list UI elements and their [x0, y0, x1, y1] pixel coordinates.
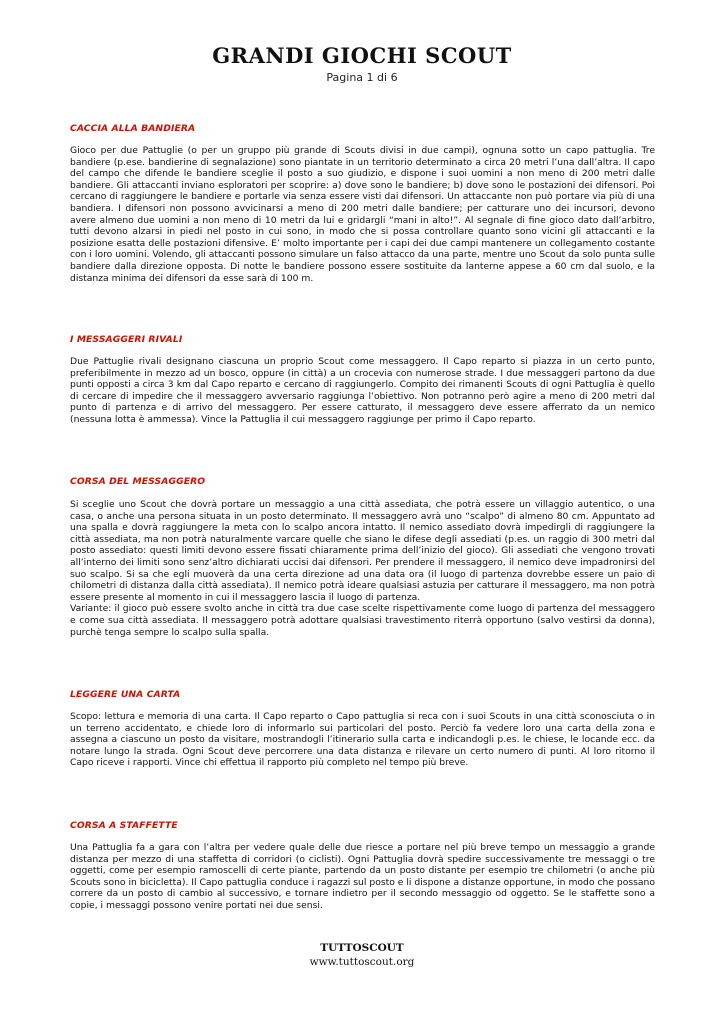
page-number: Pagina 1 di 6 — [326, 71, 398, 84]
paragraph: Due Pattuglie rivali designano ciascuna un proprio Scout come messaggero. Il Capo reparto si piazza in un certo punto, preferibilmente in mezzo ad un bosco, oppure (in città) a un crocevia con numerose strade. I due messaggeri partono da due punti opposti a circa 3 km dal Capo reparto e cercano di raggiungerlo. Compito dei rimanenti Scouts di ogni Pattuglia è quello di cercare di impedire che il messaggero avversario raggiunga l’obiettivo. Non potranno però agire a meno di 200 metri dal punto di partenza e di arrivo del messaggero. Per essere catturato, il messaggero deve essere afferrato da un nemico (nessuna lotta è ammessa). Vince la Pattuglia il cui messaggero raggiunge per primo il Capo reparto. — [70, 356, 655, 425]
section-body-leggere-una-carta — [70, 711, 655, 769]
paragraph: Scopo: lettura e memoria di una carta. Il Capo reparto o Capo pattuglia si reca con i suoi Scouts in una città sconosciuta o in un terreno accidentato, e chiede loro di informarlo sui particolari del posto. Perciò fa vedere loro una carta della zona e assegna a ciascuno un posto da visitare, mostrandogli l’itinerario sulla carta e indicandogli p.es. le chiese, le locande ecc. da notare lungo la strada. Ogni Scout deve percorrere una data distanza e rilevare un certo numero di punti. Al loro ritorno il Capo riceve i rapporti. Vince chi effettua il rapporto più completo nel tempo più breve. — [70, 711, 655, 769]
section-title-leggere-una-carta: LEGGERE UNA CARTA — [70, 689, 181, 700]
page-title: GRANDI GIOCHI SCOUT — [212, 43, 512, 68]
paragraph: Variante: il gioco può essere svolto anche in città tra due case scelte rispettivamente come luogo di partenza del messaggero e come sua città assediata. Il messaggero potrà adottare qualsiasi travestimento riterrà opportuno (salvo vestirsi da donna), purchè tenga sempre lo scalpo sulla spalla. — [70, 603, 655, 638]
paragraph: Una Pattuglia fa a gara con l’altra per vedere quale delle due riesce a portare nel più breve tempo un messaggio a grande distanza per mezzo di una staffetta di corridori (o ciclisti). Ogni Pattuglia dovrà spedire successivamente tre messaggi o tre oggetti, come per esempio ramoscelli di certe piante, partendo da un posto distante per esempio tre chilometri (o anche più Scouts sono in bicicletta). Il Capo pattuglia conduce i ragazzi sul posto e li dispone a distanze opportune, in modo che possano correre da un posto di cambio al successivo, e tornare indietro per il secondo messaggio od oggetto. Se le staffette sono a copie, i messaggi possono venire portati nei due sensi. — [70, 842, 655, 911]
footer-brand: TUTTOSCOUT — [320, 942, 404, 954]
section-title-corsa-del-messaggero: CORSA DEL MESSAGGERO — [70, 476, 206, 487]
section-title-caccia-alla-bandiera: CACCIA ALLA BANDIERA — [70, 123, 196, 134]
section-title-messaggeri-rivali: I MESSAGGERI RIVALI — [70, 334, 183, 345]
section-body-messaggeri-rivali — [70, 356, 655, 426]
section-body-caccia-alla-bandiera — [70, 145, 655, 284]
section-title-corsa-a-staffette: CORSA A STAFFETTE — [70, 820, 178, 831]
paragraph: Gioco per due Pattuglie (o per un gruppo più grande di Scouts divisi in due campi), ognuna sotto un capo pattuglia. Tre bandiere (p.ese. bandierine di segnalazione) sono piantate in un territorio determinato a circa 20 metri l’una dall’altra. Il capo del campo che difende le bandiere sceglie il posto a suo giudizio, e dispone i suoi uomini a non meno di 200 metri dalle bandiere. Gli attaccanti inviano esploratori per scoprire: a) dove sono le bandiere; b) dove sono le postazioni dei difensori. Poi cercano di raggiungere le bandiere e portarle via senza essere visti dai difensori. Un attaccante non può portare via più di una bandiera. I difensori non possono avvicinarsi a meno di 200 metri dalle bandiere; per catturare uno dei incursori, devono avere almeno due uomini a non meno di 10 metri da lui e gridargli “mani in alto!”. Al segnale di fine gioco dato dall’arbitro, tutti devono alzarsi in piedi nel posto in cui sono, in modo che si possa controllare quanto sono vicini gli attaccanti e la posizione esatta delle postazioni difensive. E’ molto importante per i capi dei due campi mantenere un collegamento costante con i loro uomini. Volendo, gli attaccanti possono simulare un falso attacco da una parte, mentre uno Scout da solo punta sulle bandiere dalla direzione opposta. Di notte le bandiere possono essere sostituite da lanterne appese a 60 cm dal suolo, e la distanza minima dei difensori da esse sarà di 100 m. — [70, 145, 655, 284]
paragraph: Si sceglie uno Scout che dovrà portare un messaggio a una città assediata, che potrà essere un villaggio autentico, o una casa, o anche una persona situata in un posto determinato. Il messaggero avrà uno “scalpo” di almeno 80 cm. Appuntato ad una spalla e dovrà raggiungere la meta con lo scalpo ancora intatto. Il nemico assediato dovrà impedirgli di raggiungere la città assediata, ma non potrà naturalmente varcare quelle che siano le difese degli assediati (p.es. un raggio di 300 metri dal posto assediato: questi limiti devono essere fissati chiaramente prima dell’inizio del gioco). Gli assediati che vengono trovati all’interno dei limiti sono senz’altro dichiarati uccisi dai difensori. Per prendere il messaggero, il nemico deve impadronirsi del suo scalpo. Si sa che egli muoverà da una certa direzione ad una data ora (il luogo di partenza dovrebbe essere un paio di chilometri di distanza dalla città assediata). Il nemico potrà ideare qualsiasi astuzia per catturare il messaggero, ma non potrà essere presente al momento in cui il messaggero lascia il luogo di partenza. — [70, 499, 655, 603]
section-body-corsa-del-messaggero — [70, 499, 655, 638]
footer-url-link[interactable]: www.tuttoscout.org — [309, 956, 415, 968]
section-body-corsa-a-staffette — [70, 842, 655, 912]
